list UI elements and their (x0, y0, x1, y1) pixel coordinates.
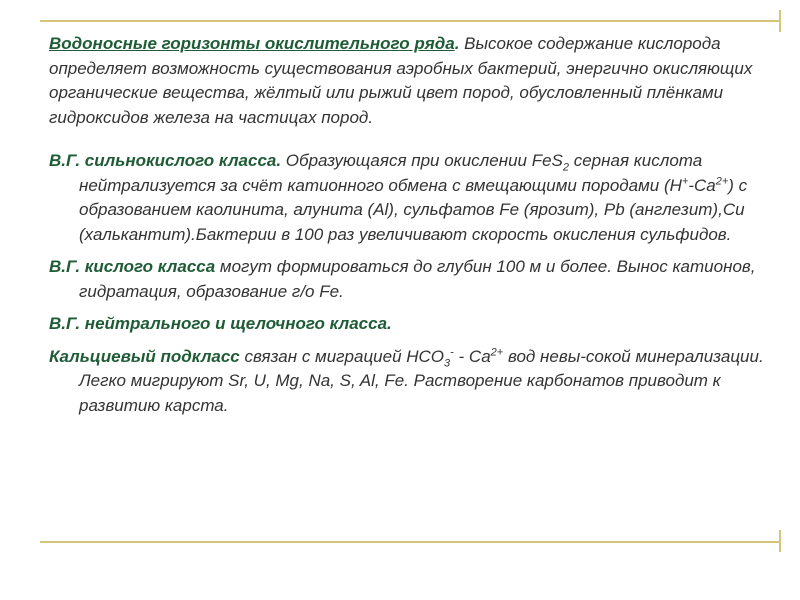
heading-neutral-alkaline-class: В.Г. нейтрального и щелочного класса. (49, 314, 392, 333)
heading-strong-acid-class: В.Г. сильнокислого класса. (49, 151, 282, 170)
paragraph-oxidation-horizons (49, 32, 774, 130)
superscript: 2+ (715, 174, 729, 187)
subscript: 3 (444, 356, 451, 369)
heading-period: . (454, 34, 460, 53)
text-part: связан с миграцией HCO (239, 346, 445, 366)
text-part: Образующаяся при окислении FeS (281, 151, 563, 170)
slide-body (49, 32, 774, 418)
paragraph-text: могут формироваться до глубин 100 м и более. Вынос катионов, гидратация, образование г/о Fe. (79, 257, 756, 301)
subscript: 2 (562, 161, 569, 174)
paragraph-acid-class (49, 255, 774, 304)
paragraph-strong-acid-class (49, 149, 774, 247)
top-rule (40, 20, 780, 22)
top-right-tick (779, 10, 781, 32)
paragraph-calcium-subclass (49, 345, 774, 419)
bottom-right-tick (779, 530, 781, 552)
text-part: - Ca (453, 346, 491, 366)
text-part: серная кислота нейтрализуется за счёт катионного обмена с вмещающими породами (H (79, 151, 703, 195)
text-part: вод невы-сокой минерализации. Легко мигрируют Sr, U, Mg, Na, S, Al, Fe. Растворение карбонатов приводит к развитию карста. (79, 346, 764, 415)
superscript: - (450, 345, 454, 358)
heading-acid-class: В.Г. кислого класса (49, 257, 216, 276)
paragraph-neutral-alkaline-class (49, 312, 774, 337)
text-part: -Ca (688, 175, 716, 195)
superscript: 2+ (490, 345, 504, 358)
heading-oxidation-horizons: Водоносные горизонты окислительного ряда (49, 34, 455, 53)
superscript: + (681, 174, 689, 187)
bottom-rule (40, 541, 780, 543)
paragraph-text: Высокое содержание кислорода определяет возможность существования аэробных бактерий, энергично окисляющих органические вещества, жёлтый или рыжий цвет пород, обусловленный плёнками гидроксидов железа на частицах пород. (49, 34, 753, 127)
text-part: ) с образованием каолинита, алунита (Al), сульфатов Fe (ярозит), Pb (англезит),Cu (халькантит).Бактерии в 100 раз увеличивают скорость окисления сульфидов. (79, 175, 748, 244)
heading-calcium-subclass: Кальциевый подкласс (49, 346, 240, 366)
